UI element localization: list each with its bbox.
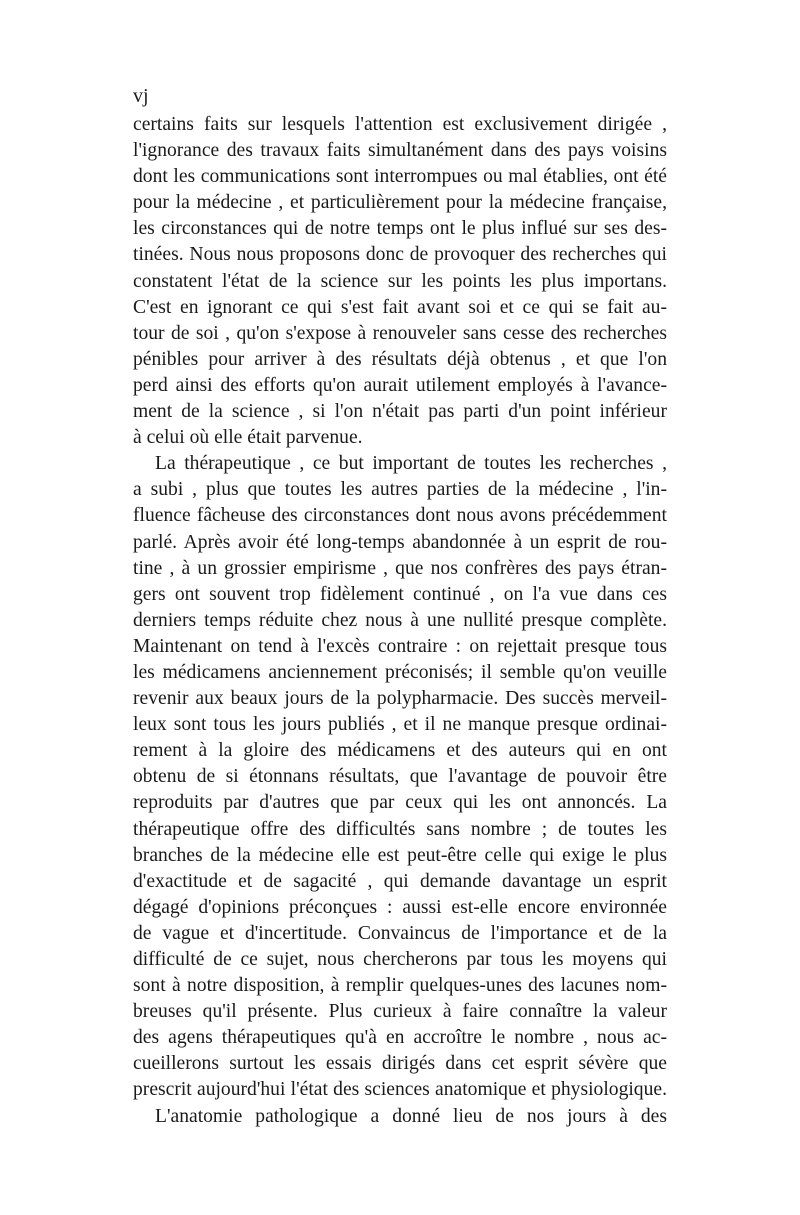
text-line: perd ainsi des efforts qu'on aurait utilement employés à l'avance- xyxy=(133,374,667,396)
text-line: certains faits sur lesquels l'attention est exclusivement dirigée , xyxy=(133,114,667,135)
text-line: cueillerons surtout les essais dirigés dans cet esprit sévère que xyxy=(133,1053,667,1075)
text-line: sont à notre disposition, à remplir quelques-unes des lacunes nom- xyxy=(133,975,667,997)
text-line: rement à la gloire des médicamens et des auteurs qui en ont xyxy=(133,740,667,762)
text-line: à celui où elle était parvenue. xyxy=(133,427,363,449)
text-line: pour la médecine , et particulièrement pour la médecine française, xyxy=(133,192,667,214)
text-line: constatent l'état de la science sur les points les plus importans. xyxy=(133,270,667,292)
text-line: obtenu de si étonnans résultats, que l'avantage de pouvoir être xyxy=(133,766,667,788)
body-text xyxy=(133,112,667,1130)
text-line: tine , à un grossier empirisme , que nos confrères des pays étran- xyxy=(133,557,667,579)
text-line: l'ignorance des travaux faits simultanément dans des pays voisins xyxy=(133,140,667,162)
text-line: parlé. Après avoir été long-temps abandonnée à un esprit de rou- xyxy=(133,531,667,553)
text-line: La thérapeutique , ce but important de toutes les recherches , xyxy=(155,453,667,475)
text-line: leux sont tous les jours publiés , et il ne manque presque ordinai- xyxy=(133,714,667,736)
text-line: des agens thérapeutiques qu'à en accroître le nombre , nous ac- xyxy=(133,1027,667,1049)
text-line: fluence fâcheuse des circonstances dont nous avons précédemment xyxy=(133,505,667,527)
text-line: difficulté de ce sujet, nous chercherons par tous les moyens qui xyxy=(133,949,667,970)
text-line: revenir aux beaux jours de la polypharmacie. Des succès merveil- xyxy=(133,688,667,710)
text-line: derniers temps réduite chez nous à une nullité presque complète. xyxy=(133,609,667,631)
text-line: dont les communications sont interrompues ou mal établies, ont été xyxy=(133,166,667,188)
text-line: thérapeutique offre des difficultés sans nombre ; de toutes les xyxy=(133,818,667,840)
text-line: les circonstances qui de notre temps ont le plus influé sur ses des- xyxy=(133,218,667,240)
text-line: d'exactitude et de sagacité , qui demande davantage un esprit xyxy=(133,870,667,892)
text-line: L'anatomie pathologique a donné lieu de nos jours à des xyxy=(155,1105,667,1127)
text-line: gers ont souvent trop fidèlement continué , on l'a vue dans ces xyxy=(133,583,667,605)
text-line: reproduits par d'autres que par ceux qui les ont annoncés. La xyxy=(133,792,667,814)
page-number: vj xyxy=(133,85,149,107)
text-line: les médicamens anciennement préconisés; il semble qu'on veuille xyxy=(133,661,667,683)
text-line: dégagé d'opinions préconçues : aussi est-elle encore environnée xyxy=(133,896,667,918)
text-line: Maintenant on tend à l'excès contraire : on rejettait presque tous xyxy=(133,635,667,657)
text-line: C'est en ignorant ce qui s'est fait avant soi et ce qui se fait au- xyxy=(133,296,667,318)
text-line: tinées. Nous nous proposons donc de provoquer des recherches qui xyxy=(133,244,667,266)
text-line: breuses qu'il présente. Plus curieux à faire connaître la valeur xyxy=(133,1001,667,1023)
text-line: de vague et d'incertitude. Convaincus de l'importance et de la xyxy=(133,922,667,944)
text-line: ment de la science , si l'on n'était pas parti d'un point inférieur xyxy=(133,401,667,423)
text-line: tour de soi , qu'on s'expose à renouveler sans cesse des recherches xyxy=(133,322,667,344)
text-line: prescrit aujourd'hui l'état des sciences anatomique et physiologique. xyxy=(133,1079,667,1101)
text-line: a subi , plus que toutes les autres parties de la médecine , l'in- xyxy=(133,479,667,501)
text-line: pénibles pour arriver à des résultats déjà obtenus , et que l'on xyxy=(133,348,667,370)
text-line: branches de la médecine elle est peut-être celle qui exige le plus xyxy=(133,844,667,866)
